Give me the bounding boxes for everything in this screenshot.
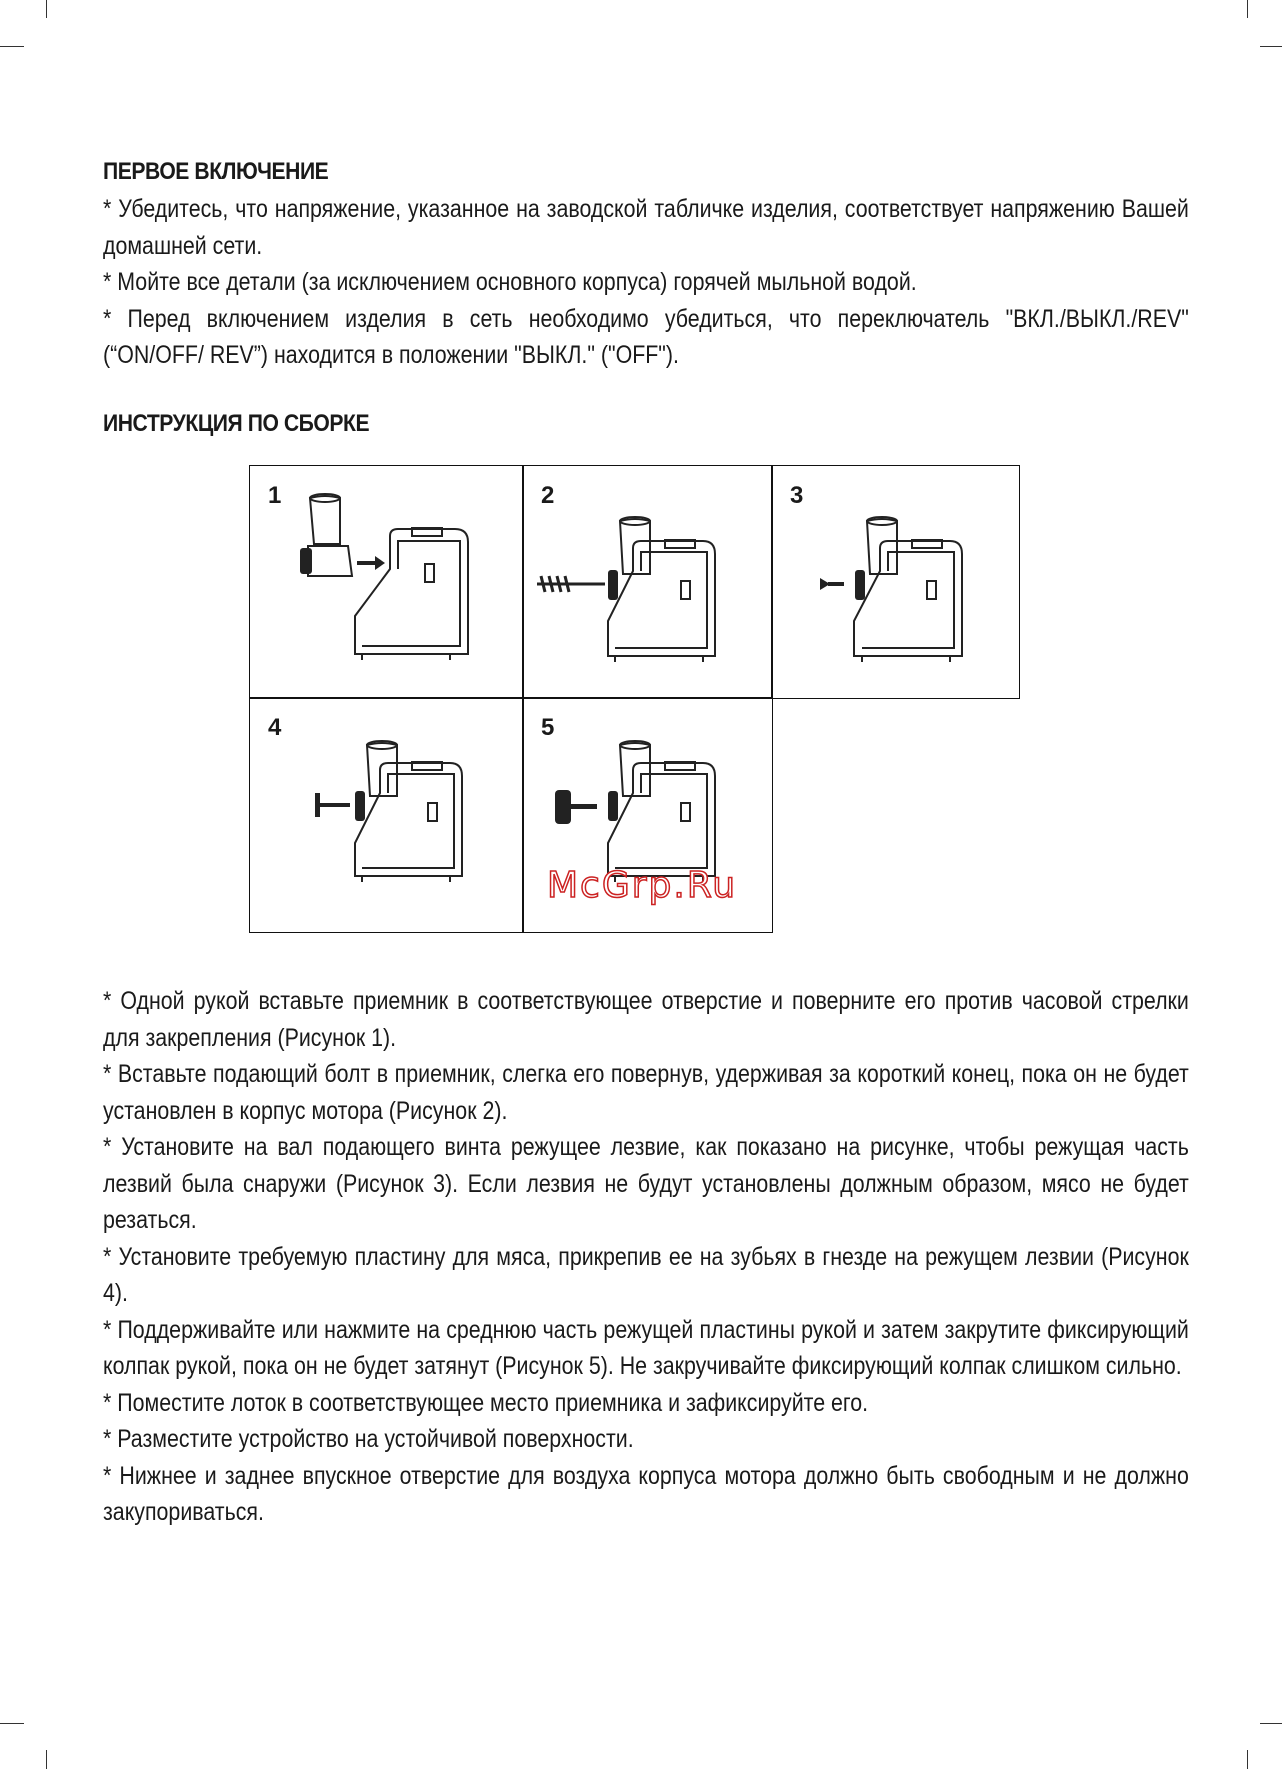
figure-number: 2 [541,482,555,509]
paragraph: * Поддерживайте или нажмите на среднюю часть режущей пластины рукой и затем закрутите фиксирующий колпак рукой, пока он не будет затянут (Рисунок 5). Не закручивайте фиксирующий колпак слишком сильно. [103,1315,1189,1380]
meat-grinder-illustration [250,698,525,934]
first-start-text [103,191,1189,374]
paragraph: * Перед включением изделия в сеть необходимо убедиться, что переключатель "ВКЛ./ВЫКЛ./REV" (“ON/OFF/ REV”) находится в положении "ВЫКЛ." ("OFF"). [103,304,1189,369]
meat-grinder-illustration [772,466,1021,700]
watermark: McGrp.Ru [547,865,738,906]
figure-panel-4 [249,697,524,933]
crop-mark [1260,1723,1282,1724]
meat-grinder-illustration [523,466,774,700]
figure-number: 3 [790,482,804,509]
paragraph: * Вставьте подающий болт в приемник, слегка его повернув, удерживая за короткий конец, пока он не будет установлен в корпус мотора (Рисунок 2). [103,1060,1189,1125]
crop-mark [0,1723,24,1724]
figure-panel-1 [249,465,524,699]
figure-panel-3 [771,465,1020,699]
crop-mark [1247,1750,1248,1769]
figure-number: 1 [268,482,282,509]
assembly-heading: ИНСТРУКЦИЯ ПО СБОРКЕ [103,410,370,437]
assembly-figure-grid [249,465,1020,933]
crop-mark [46,0,47,18]
figure-number: 5 [541,714,555,741]
meat-grinder-illustration [250,466,525,700]
paragraph: * Убедитесь, что напряжение, указанное на заводской табличке изделия, соответствует напряжению Вашей домашней сети. [103,195,1189,260]
paragraph: * Установите на вал подающего винта режущее лезвие, как показано на рисунке, чтобы режущая часть лезвий была снаружи (Рисунок 3). Если лезвия не будут установлены должным образом, мясо не будет резаться. [103,1133,1189,1234]
paragraph: * Нижнее и заднее впускное отверстие для воздуха корпуса мотора должно быть свободным и не должно закупориваться. [103,1461,1189,1526]
crop-mark [1247,0,1248,18]
crop-mark [0,46,24,47]
paragraph: * Поместите лоток в соответствующее место приемника и зафиксируйте его. [103,1388,869,1417]
paragraph: * Установите требуемую пластину для мяса, прикрепив ее на зубьях в гнезде на режущем лезвии (Рисунок 4). [103,1242,1189,1307]
paragraph: * Разместите устройство на устойчивой поверхности. [103,1425,634,1453]
figure-number: 4 [268,714,282,741]
figure-panel-2 [522,465,773,699]
paragraph: * Мойте все детали (за исключением основного корпуса) горячей мыльной водой. [103,268,917,296]
paragraph: * Одной рукой вставьте приемник в соответствующее отверстие и поверните его против часовой стрелки для закрепления (Рисунок 1). [103,987,1189,1052]
crop-mark [46,1750,47,1769]
first-start-heading: ПЕРВОЕ ВКЛЮЧЕНИЕ [103,158,329,185]
crop-mark [1260,46,1282,47]
assembly-text [103,983,1189,1531]
